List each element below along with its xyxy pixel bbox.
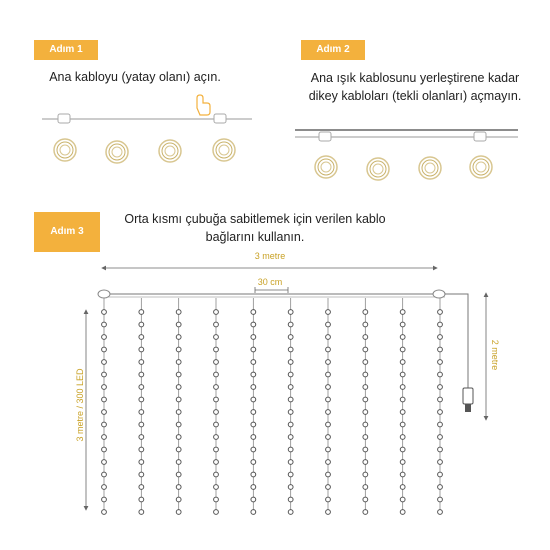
led-bulb: [400, 422, 405, 427]
led-bulb: [102, 447, 107, 452]
led-bulb: [214, 422, 219, 427]
led-bulb: [400, 347, 405, 352]
step3-text-line1: Orta kısmı çubuğa sabitlemek için verilen kablo: [124, 212, 386, 226]
led-bulb: [400, 497, 405, 502]
coiled-strand-icon: [367, 158, 389, 180]
led-bulb: [363, 347, 368, 352]
led-bulb: [102, 410, 107, 415]
step3-text-line2: bağlarını kullanın.: [205, 230, 305, 244]
led-bulb: [139, 360, 144, 365]
led-bulb: [363, 372, 368, 377]
led-bulb: [102, 397, 107, 402]
led-bulb: [326, 497, 331, 502]
led-bulb: [288, 347, 293, 352]
led-bulb: [326, 335, 331, 340]
led-strand: [288, 298, 293, 514]
led-bulb: [139, 435, 144, 440]
hand-pointer-icon: [197, 95, 210, 115]
led-bulb: [438, 397, 443, 402]
led-bulb: [288, 372, 293, 377]
led-bulb: [363, 497, 368, 502]
led-bulb: [438, 385, 443, 390]
led-strand: [176, 298, 181, 514]
led-bulb: [102, 497, 107, 502]
led-bulb: [139, 397, 144, 402]
led-bulb: [438, 460, 443, 465]
led-bulb: [176, 435, 181, 440]
led-bulb: [326, 485, 331, 490]
led-bulb: [288, 410, 293, 415]
led-bulb: [326, 360, 331, 365]
led-bulb: [214, 497, 219, 502]
led-bulb: [214, 460, 219, 465]
led-bulb: [400, 447, 405, 452]
led-bulb: [251, 485, 256, 490]
led-bulb: [139, 485, 144, 490]
coiled-strand-icon: [470, 156, 492, 178]
led-bulb: [102, 472, 107, 477]
led-bulb: [251, 372, 256, 377]
led-bulb: [139, 347, 144, 352]
led-bulb: [288, 322, 293, 327]
step2-text-line1: Ana ışık kablosunu yerleştirene kadar: [310, 71, 520, 85]
led-strand: [251, 298, 256, 514]
led-bulb: [400, 322, 405, 327]
led-bulb: [438, 322, 443, 327]
led-bulb: [214, 385, 219, 390]
led-bulb: [438, 347, 443, 352]
step1-illustration: [42, 95, 252, 163]
led-bulb: [251, 460, 256, 465]
led-bulb: [363, 397, 368, 402]
led-bulb: [102, 385, 107, 390]
connector-icon: [474, 132, 486, 141]
led-bulb: [139, 472, 144, 477]
led-bulb: [102, 335, 107, 340]
led-bulb: [438, 447, 443, 452]
led-bulb: [214, 335, 219, 340]
led-bulb: [363, 447, 368, 452]
cable-length-label: 2 metre: [490, 339, 500, 371]
led-bulb: [363, 322, 368, 327]
led-bulb: [251, 310, 256, 315]
hanger-hook-icon: [98, 290, 110, 298]
height-dimension-label: 3 metre / 300 LED: [75, 368, 85, 442]
led-bulb: [400, 385, 405, 390]
led-bulb: [363, 510, 368, 515]
led-bulb: [400, 472, 405, 477]
led-bulb: [251, 385, 256, 390]
led-bulb: [326, 422, 331, 427]
led-bulb: [139, 460, 144, 465]
led-bulb: [214, 347, 219, 352]
led-bulb: [102, 422, 107, 427]
led-bulb: [251, 335, 256, 340]
led-bulb: [326, 310, 331, 315]
led-bulb: [251, 410, 256, 415]
led-bulb: [251, 322, 256, 327]
led-bulb: [400, 485, 405, 490]
led-bulb: [251, 422, 256, 427]
connector-icon: [214, 114, 226, 123]
led-bulb: [326, 347, 331, 352]
led-bulb: [139, 422, 144, 427]
step1-badge: Adım 1: [34, 40, 98, 60]
coiled-strand-icon: [213, 139, 235, 161]
led-bulb: [176, 397, 181, 402]
led-bulb: [102, 347, 107, 352]
coiled-strand-icon: [159, 140, 181, 162]
led-bulb: [326, 322, 331, 327]
led-strand: [400, 298, 405, 514]
led-bulb: [251, 435, 256, 440]
led-bulb: [400, 335, 405, 340]
led-bulb: [363, 485, 368, 490]
led-bulb: [176, 335, 181, 340]
led-bulb: [438, 485, 443, 490]
led-bulb: [139, 310, 144, 315]
led-bulb: [251, 472, 256, 477]
led-bulb: [288, 447, 293, 452]
led-bulb: [438, 510, 443, 515]
led-bulb: [139, 410, 144, 415]
led-bulb: [363, 460, 368, 465]
led-bulb: [288, 422, 293, 427]
led-bulb: [251, 347, 256, 352]
led-bulb: [363, 422, 368, 427]
led-bulb: [400, 510, 405, 515]
led-bulb: [438, 372, 443, 377]
led-bulb: [438, 360, 443, 365]
led-bulb: [176, 485, 181, 490]
led-bulb: [363, 335, 368, 340]
led-bulb: [214, 435, 219, 440]
led-bulb: [288, 485, 293, 490]
led-strand: [214, 298, 219, 514]
led-bulb: [139, 447, 144, 452]
step1-text: Ana kabloyu (yatay olanı) açın.: [49, 70, 221, 84]
led-bulb: [102, 322, 107, 327]
led-bulb: [288, 397, 293, 402]
led-bulb: [438, 422, 443, 427]
led-bulb: [400, 310, 405, 315]
usb-plug-icon: [463, 388, 473, 404]
led-bulb: [438, 497, 443, 502]
led-bulb: [139, 510, 144, 515]
led-bulb: [102, 485, 107, 490]
connector-icon: [319, 132, 331, 141]
led-bulb: [400, 435, 405, 440]
led-bulb: [400, 360, 405, 365]
coiled-strand-icon: [106, 141, 128, 163]
led-bulb: [288, 310, 293, 315]
led-bulb: [214, 485, 219, 490]
led-bulb: [400, 460, 405, 465]
hanger-hook-icon: [433, 290, 445, 298]
led-bulb: [176, 497, 181, 502]
led-bulb: [176, 422, 181, 427]
led-bulb: [214, 472, 219, 477]
step2-illustration: [295, 130, 518, 180]
led-strands: [102, 298, 443, 514]
led-bulb: [214, 372, 219, 377]
led-bulb: [400, 410, 405, 415]
led-bulb: [102, 510, 107, 515]
led-strand: [139, 298, 144, 514]
coiled-strand-icon: [315, 156, 337, 178]
led-bulb: [400, 397, 405, 402]
step2-badge: Adım 2: [301, 40, 365, 60]
led-bulb: [438, 435, 443, 440]
usb-connector: [465, 404, 471, 412]
led-bulb: [214, 447, 219, 452]
led-bulb: [326, 397, 331, 402]
led-bulb: [400, 372, 405, 377]
led-bulb: [214, 410, 219, 415]
led-bulb: [214, 397, 219, 402]
led-bulb: [326, 510, 331, 515]
led-bulb: [176, 385, 181, 390]
led-bulb: [288, 497, 293, 502]
led-bulb: [214, 360, 219, 365]
led-bulb: [102, 360, 107, 365]
led-bulb: [251, 360, 256, 365]
led-bulb: [288, 360, 293, 365]
led-bulb: [139, 385, 144, 390]
usb-cable: [445, 294, 468, 388]
coiled-strand-icon: [54, 139, 76, 161]
led-bulb: [139, 322, 144, 327]
step2-text-line2: dikey kabloları (tekli olanları) açmayın.: [308, 89, 522, 103]
led-bulb: [326, 447, 331, 452]
led-bulb: [251, 497, 256, 502]
led-bulb: [326, 435, 331, 440]
led-bulb: [326, 410, 331, 415]
led-bulb: [251, 510, 256, 515]
connector-icon: [58, 114, 70, 123]
led-bulb: [102, 372, 107, 377]
led-bulb: [363, 385, 368, 390]
led-bulb: [326, 372, 331, 377]
led-strand: [326, 298, 331, 514]
led-bulb: [176, 310, 181, 315]
led-strand: [438, 298, 443, 514]
led-bulb: [176, 322, 181, 327]
led-bulb: [363, 472, 368, 477]
led-bulb: [363, 435, 368, 440]
step3-badge: Adım 3: [34, 212, 100, 252]
led-bulb: [251, 447, 256, 452]
led-bulb: [363, 310, 368, 315]
spacing-dimension-label: 30 cm: [257, 277, 283, 287]
led-bulb: [363, 410, 368, 415]
led-bulb: [288, 472, 293, 477]
coiled-strand-icon: [419, 157, 441, 179]
led-bulb: [363, 360, 368, 365]
led-bulb: [139, 372, 144, 377]
led-bulb: [288, 460, 293, 465]
led-bulb: [176, 360, 181, 365]
led-bulb: [139, 497, 144, 502]
led-bulb: [176, 347, 181, 352]
led-bulb: [288, 335, 293, 340]
led-bulb: [288, 510, 293, 515]
led-bulb: [326, 460, 331, 465]
led-bulb: [438, 410, 443, 415]
led-bulb: [176, 447, 181, 452]
led-bulb: [102, 435, 107, 440]
led-bulb: [214, 310, 219, 315]
led-bulb: [251, 397, 256, 402]
led-bulb: [176, 472, 181, 477]
led-strand: [102, 298, 107, 514]
led-bulb: [102, 310, 107, 315]
led-bulb: [326, 472, 331, 477]
led-bulb: [102, 460, 107, 465]
led-bulb: [438, 310, 443, 315]
led-bulb: [176, 410, 181, 415]
led-bulb: [288, 435, 293, 440]
led-bulb: [214, 322, 219, 327]
led-bulb: [176, 460, 181, 465]
led-bulb: [176, 510, 181, 515]
led-bulb: [438, 472, 443, 477]
led-bulb: [438, 335, 443, 340]
led-bulb: [288, 385, 293, 390]
led-bulb: [214, 510, 219, 515]
led-bulb: [176, 372, 181, 377]
led-bulb: [139, 335, 144, 340]
width-dimension-label: 3 metre: [254, 251, 286, 261]
led-bulb: [326, 385, 331, 390]
led-strand: [363, 298, 368, 514]
